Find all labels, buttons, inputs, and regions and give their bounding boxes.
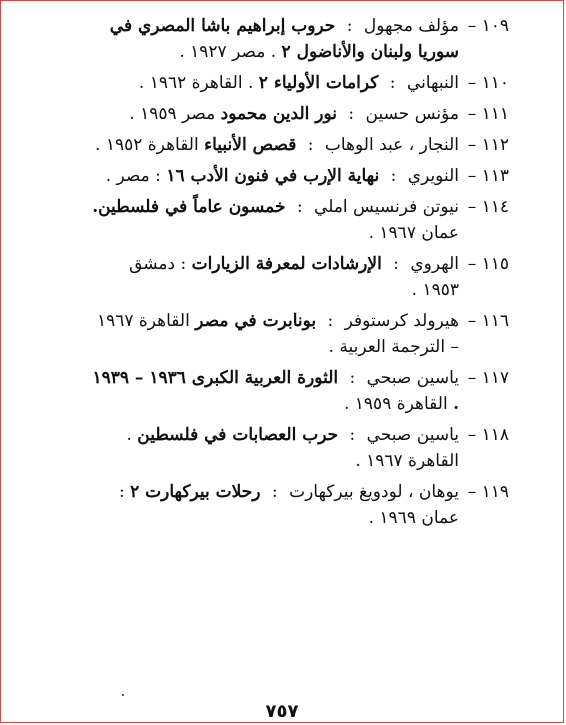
reference-number: ١١٣ – xyxy=(467,166,509,186)
reference-text xyxy=(92,368,459,414)
reference-text xyxy=(139,73,459,93)
reference-separator: : xyxy=(307,135,314,155)
reference-number: ١١٨ – xyxy=(467,425,509,445)
reference-publication: : عمان ١٩٦٩ . xyxy=(118,482,459,528)
reference-author: نيوتن فرنسيس املي xyxy=(314,197,459,217)
reference-title: حروب إبراهيم باشا المصري في سوريا ولبنان والأناضول ٢ xyxy=(109,16,459,62)
reference-entry xyxy=(89,251,509,303)
reference-entry xyxy=(89,13,509,65)
scan-speck xyxy=(122,694,124,696)
reference-number: ١١٢ – xyxy=(467,135,509,155)
reference-title: رحلات بيركهارت ٢ xyxy=(130,482,261,502)
reference-author: هيرولد كرستوفر xyxy=(344,311,459,331)
reference-text xyxy=(119,482,459,528)
reference-author: مؤلف مجهول xyxy=(363,16,459,36)
reference-title: بونابرت في مصر xyxy=(195,311,317,331)
reference-publication: . مصر ١٩٢٧ . xyxy=(179,42,277,62)
reference-title: كرامات الأولياء ٢ xyxy=(258,73,379,93)
reference-title: حرب العصابات في فلسطين xyxy=(137,425,339,445)
reference-number: ١١١ – xyxy=(467,104,509,124)
reference-publication: . القاهرة ١٩٦٧ . xyxy=(126,425,459,471)
reference-author: النجار ، عبد الوهاب xyxy=(324,135,459,155)
reference-title: خمسون عاماً في فلسطين. xyxy=(92,197,286,217)
reference-author: ياسين صبحي xyxy=(366,368,459,388)
reference-number: ١١٧ – xyxy=(467,368,509,388)
page-number: ٧٥٧ xyxy=(265,701,299,722)
reference-text xyxy=(129,104,459,124)
reference-separator: : xyxy=(389,73,396,93)
reference-separator: : xyxy=(346,16,353,36)
reference-number: ١١٩ – xyxy=(467,482,509,502)
reference-author: مؤنس حسين xyxy=(365,104,459,124)
reference-separator: : xyxy=(349,368,356,388)
reference-publication: . القاهرة ١٩٦٢ . xyxy=(138,73,254,93)
reference-text xyxy=(97,311,459,357)
reference-entry xyxy=(89,163,509,189)
reference-entry xyxy=(89,101,509,127)
reference-title: نور الدين محمود xyxy=(220,104,337,124)
reference-text xyxy=(106,166,459,186)
reference-author: النويري xyxy=(407,166,459,186)
reference-number: ١٠٩ – xyxy=(467,16,509,36)
reference-entry xyxy=(89,365,509,417)
reference-text xyxy=(126,425,459,471)
reference-separator: : xyxy=(348,104,355,124)
reference-entry xyxy=(89,422,509,474)
reference-entry xyxy=(89,308,509,360)
reference-publication: القاهرة ١٩٥٩ . xyxy=(343,394,448,414)
reference-separator: : xyxy=(296,197,303,217)
reference-number: ١١٠ – xyxy=(467,73,509,93)
reference-text xyxy=(95,135,459,155)
reference-text xyxy=(129,254,459,300)
reference-separator: : xyxy=(393,254,399,274)
reference-entry xyxy=(89,132,509,158)
reference-separator: : xyxy=(390,166,397,186)
reference-author: النبهاني xyxy=(406,73,459,93)
reference-publication: القاهرة ١٩٥٢ . xyxy=(95,135,199,155)
reference-number: ١١٦ – xyxy=(467,311,509,331)
reference-entry xyxy=(89,194,509,246)
reference-publication: : مصر . xyxy=(105,166,161,186)
reference-publication: : دمشق ١٩٥٣ . xyxy=(129,254,459,300)
reference-number: ١١٥ – xyxy=(467,254,509,274)
reference-title: نهاية الإرب في فنون الأدب ١٦ xyxy=(166,166,380,186)
reference-separator: : xyxy=(349,425,356,445)
reference-separator: : xyxy=(271,482,278,502)
reference-list xyxy=(89,13,509,536)
reference-entry xyxy=(89,479,509,531)
reference-title: قصص الأنبياء xyxy=(204,135,297,155)
reference-text xyxy=(92,197,459,243)
reference-number: ١١٤ – xyxy=(467,197,509,217)
reference-title: الإرشادات لمعرفة الزيارات xyxy=(191,254,382,274)
reference-author: ياسين صبحي xyxy=(366,425,459,445)
reference-author: الهروي xyxy=(410,254,459,274)
reference-title: الثورة العربية الكبرى ١٩٣٦ – ١٩٣٩ . xyxy=(92,368,459,414)
reference-publication: مصر ١٩٥٩ . xyxy=(129,104,216,124)
reference-publication: القاهرة ١٩٦٧ – الترجمة العربية . xyxy=(96,311,459,357)
reference-text xyxy=(110,16,459,62)
reference-entry xyxy=(89,70,509,96)
reference-publication: عمان ١٩٦٧ . xyxy=(368,223,459,243)
reference-separator: : xyxy=(327,311,334,331)
reference-author: يوهان ، لودويغ بيركهارت xyxy=(289,482,459,502)
